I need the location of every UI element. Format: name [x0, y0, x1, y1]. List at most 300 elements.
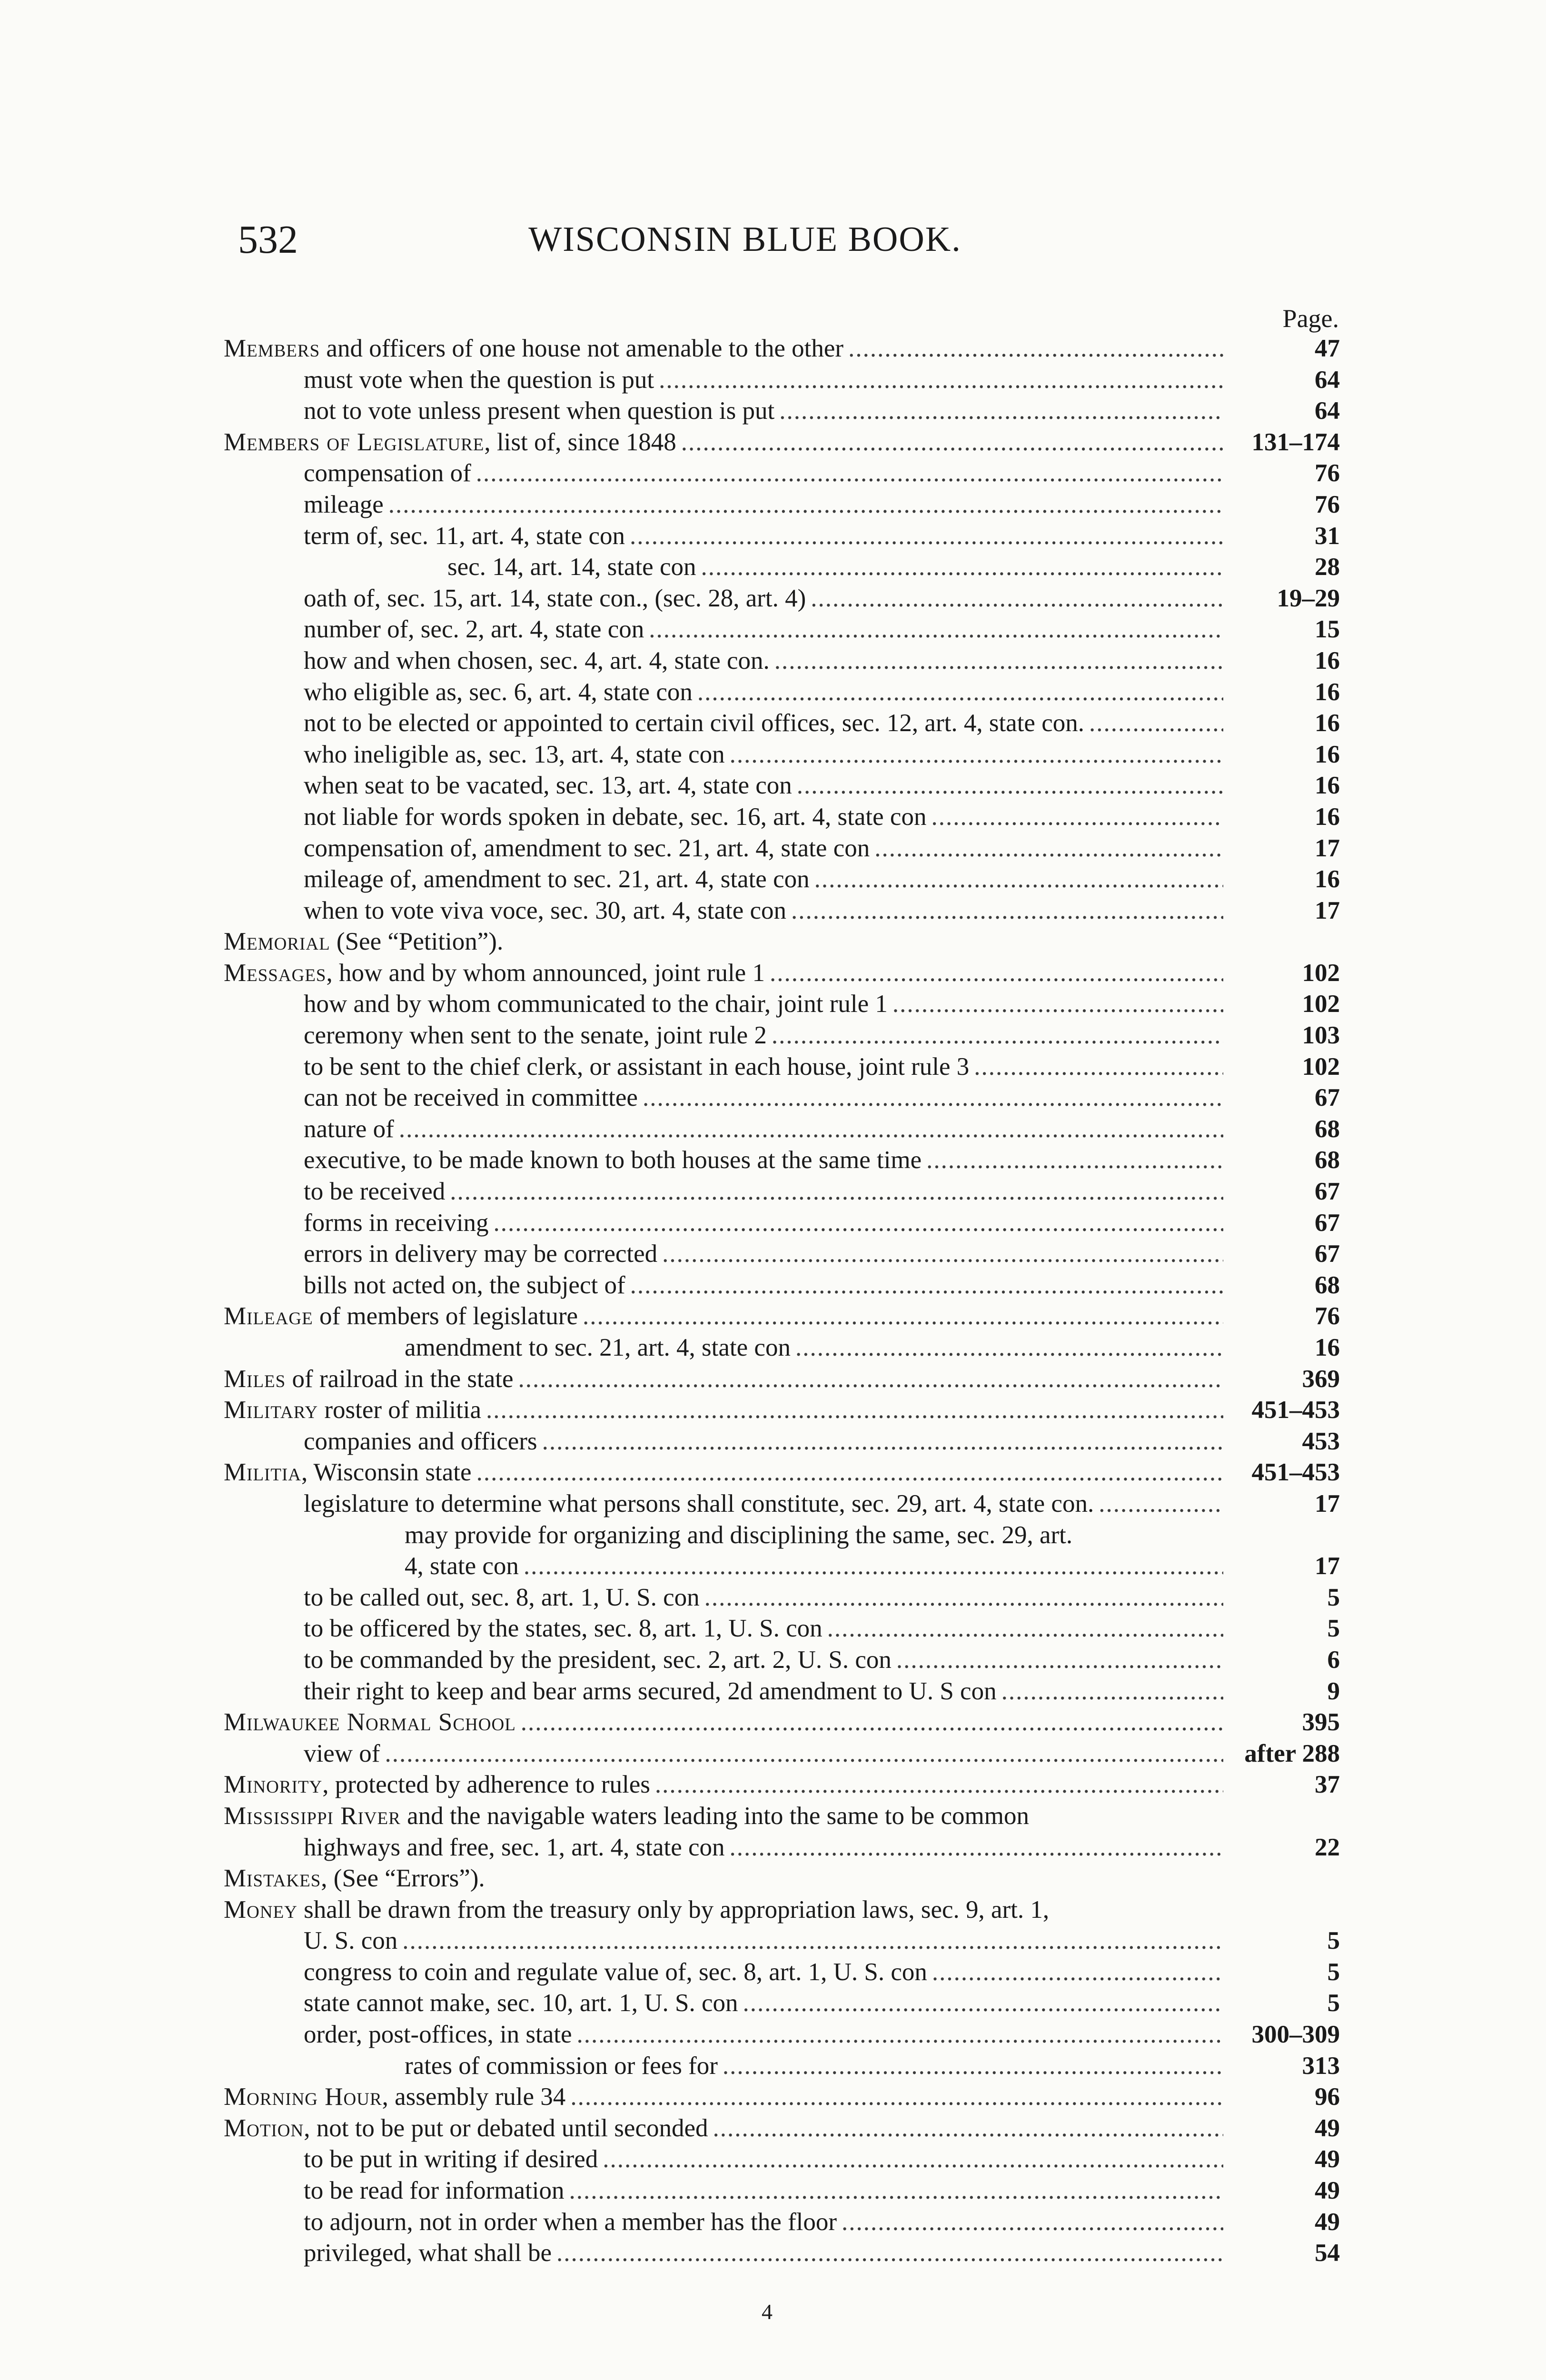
- index-entry: [224, 552, 1340, 583]
- entry-text: [304, 1239, 657, 1270]
- dot-leader: [570, 2082, 1223, 2113]
- entry-page-ref: 16: [1315, 678, 1340, 706]
- index-entry: [224, 1051, 1340, 1083]
- entry-page-ref: after 288: [1244, 1739, 1340, 1767]
- index-entry: [224, 958, 1340, 989]
- entry-heading: Minority: [224, 1771, 323, 1799]
- index-entry: [224, 677, 1340, 708]
- entry-text: [224, 427, 676, 458]
- index-entry: [224, 1801, 1340, 1832]
- entry-text: [304, 2175, 564, 2207]
- index-entry: [224, 458, 1340, 489]
- entry-text: [304, 770, 792, 802]
- dot-leader: [723, 2051, 1223, 2082]
- index-entry: [224, 1395, 1340, 1426]
- dot-leader: [630, 521, 1223, 552]
- index-entry: [224, 1426, 1340, 1458]
- entry-page-ref: 451–453: [1251, 1458, 1340, 1487]
- entry-description: can not be received in committee: [304, 1084, 638, 1112]
- entry-heading: Morning Hour: [224, 2083, 382, 2111]
- entry-description: companies and officers: [304, 1427, 537, 1455]
- entry-description: order, post-offices, in state: [304, 2021, 572, 2049]
- entry-text: [304, 1051, 969, 1083]
- entry-text: [304, 489, 384, 521]
- dot-leader: [811, 583, 1223, 615]
- entry-text: [304, 1488, 1094, 1520]
- entry-description: when seat to be vacated, sec. 13, art. 4, state con: [304, 772, 792, 800]
- dot-leader: [848, 333, 1223, 365]
- entry-page-ref: 17: [1315, 834, 1340, 862]
- entry-description: shall be drawn from the treasury only by appropriation laws, sec. 9, art. 1,: [297, 1895, 1050, 1924]
- entry-text: [304, 1082, 638, 1114]
- entry-description: to be put in writing if desired: [304, 2145, 598, 2173]
- index-entry: [224, 1208, 1340, 1239]
- entry-page-ref: 67: [1315, 1240, 1340, 1268]
- entry-page-ref: 49: [1315, 2145, 1340, 2173]
- index-entry: [224, 1925, 1340, 1957]
- entry-text: [304, 989, 888, 1020]
- entry-page-ref: 5: [1327, 1927, 1340, 1955]
- index-entry: [224, 1364, 1340, 1395]
- entry-text: [304, 614, 644, 645]
- index-entry: [224, 1176, 1340, 1208]
- entry-text: [224, 1863, 485, 1894]
- entry-page-ref: 453: [1302, 1427, 1340, 1455]
- index-entry: [224, 926, 1340, 958]
- entry-text: [304, 895, 786, 927]
- dot-leader: [524, 1551, 1223, 1582]
- entry-text: [304, 802, 926, 833]
- dot-leader: [643, 1082, 1223, 1114]
- dot-leader: [388, 489, 1223, 521]
- index-entry: [224, 2082, 1340, 2113]
- entry-page-ref: 16: [1315, 646, 1340, 674]
- entry-heading: Memorial: [224, 928, 330, 956]
- dot-leader: [569, 2175, 1223, 2207]
- index-entry: [224, 1957, 1340, 1988]
- entry-text: [304, 864, 810, 895]
- entry-page-ref: 64: [1315, 397, 1340, 425]
- entry-text: [224, 958, 765, 989]
- entry-text: [304, 1426, 537, 1458]
- entry-description: errors in delivery may be corrected: [304, 1240, 658, 1268]
- index-entry: [224, 2019, 1340, 2051]
- entry-page-ref: 395: [1302, 1708, 1340, 1736]
- entry-text: [304, 396, 774, 427]
- entry-page-ref: 17: [1315, 1489, 1340, 1517]
- entry-text: [304, 1832, 725, 1864]
- index-entry: [224, 396, 1340, 427]
- index-entry: [224, 739, 1340, 771]
- entry-text: [304, 2144, 598, 2175]
- entry-page-ref: 54: [1315, 2239, 1340, 2267]
- entry-page-ref: 16: [1315, 772, 1340, 800]
- entry-text: [224, 1364, 514, 1395]
- entry-text: [304, 1613, 823, 1645]
- entry-description: rates of commission or fees for: [405, 2052, 718, 2080]
- entry-description: how and by whom communicated to the chair, joint rule 1: [304, 990, 888, 1018]
- dot-leader: [932, 1957, 1223, 1988]
- entry-text: [304, 2019, 572, 2051]
- index-entry: [224, 1551, 1340, 1582]
- entry-description: to be called out, sec. 8, art. 1, U. S. con: [304, 1583, 700, 1611]
- dot-leader: [556, 2238, 1223, 2269]
- index-entry: [224, 989, 1340, 1020]
- index-entry: [224, 427, 1340, 458]
- entry-text: [224, 2082, 565, 2113]
- entry-description: to be read for information: [304, 2177, 565, 2205]
- entry-text: [304, 708, 1084, 739]
- entry-text: [405, 1332, 791, 1364]
- entry-page-ref: 96: [1315, 2083, 1340, 2111]
- entry-description: privileged, what shall be: [304, 2239, 552, 2267]
- dot-leader: [701, 552, 1223, 583]
- entry-page-ref: 6: [1327, 1646, 1340, 1674]
- entry-page-ref: 16: [1315, 1334, 1340, 1361]
- entry-description: , protected by adherence to rules: [322, 1771, 650, 1799]
- entry-description: sec. 14, art. 14, state con: [447, 553, 696, 581]
- entry-text: [224, 1395, 481, 1426]
- entry-page-ref: 37: [1315, 1771, 1340, 1799]
- entry-heading: Militia: [224, 1458, 302, 1487]
- entry-description: mileage: [304, 490, 384, 518]
- entry-description: congress to coin and regulate value of, sec. 8, art. 1, U. S. con: [304, 1958, 927, 1986]
- dot-leader: [630, 1270, 1223, 1301]
- entry-text: [224, 1707, 516, 1738]
- dot-leader: [649, 614, 1223, 645]
- entry-text: [304, 1114, 394, 1145]
- entry-description: who eligible as, sec. 6, art. 4, state con: [304, 678, 693, 706]
- entry-page-ref: 5: [1327, 1615, 1340, 1643]
- index-entry: [224, 1488, 1340, 1520]
- entry-text: [304, 1176, 445, 1208]
- dot-leader: [542, 1426, 1223, 1458]
- entry-page-ref: 19–29: [1277, 584, 1340, 612]
- entry-page-ref: 102: [1302, 1052, 1340, 1081]
- page-number: 532: [238, 218, 298, 262]
- dot-leader: [1001, 1676, 1223, 1707]
- entry-page-ref: 67: [1315, 1178, 1340, 1206]
- entry-description: must vote when the question is put: [304, 366, 654, 394]
- entry-page-ref: 5: [1327, 1958, 1340, 1986]
- entry-description: , Wisconsin state: [301, 1458, 472, 1487]
- page-column-label: Page.: [1282, 304, 1339, 333]
- dot-leader: [486, 1395, 1223, 1426]
- entry-page-ref: 49: [1315, 2114, 1340, 2142]
- index-entry: [224, 895, 1340, 927]
- entry-page-ref: 16: [1315, 740, 1340, 768]
- entry-text: [304, 2207, 837, 2238]
- entry-page-ref: 15: [1315, 615, 1340, 644]
- entry-page-ref: 102: [1302, 990, 1340, 1018]
- entry-text: [304, 645, 770, 677]
- entry-page-ref: 49: [1315, 2208, 1340, 2236]
- entry-page-ref: 31: [1315, 522, 1340, 550]
- entry-page-ref: 47: [1315, 335, 1340, 362]
- entry-description: bills not acted on, the subject of: [304, 1271, 625, 1299]
- index-entry: [224, 1114, 1340, 1145]
- entry-description: how and when chosen, sec. 4, art. 4, state con.: [304, 646, 770, 674]
- dot-leader: [659, 365, 1223, 396]
- entry-heading: Mileage: [224, 1302, 313, 1330]
- entry-page-ref: 131–174: [1251, 428, 1340, 456]
- dot-leader: [681, 427, 1223, 458]
- entry-text: [304, 1676, 997, 1707]
- index-entry: [224, 1145, 1340, 1176]
- entry-description: to be commanded by the president, sec. 2, art. 2, U. S. con: [304, 1646, 892, 1674]
- entry-page-ref: 76: [1315, 1302, 1340, 1330]
- entry-description: view of: [304, 1739, 380, 1767]
- index-entry: [224, 489, 1340, 521]
- running-title: WISCONSIN BLUE BOOK.: [528, 220, 961, 259]
- dot-leader: [926, 1145, 1223, 1176]
- entry-description: state cannot make, sec. 10, art. 1, U. S. con: [304, 1989, 738, 2017]
- entry-description: U. S. con: [304, 1927, 398, 1955]
- entry-page-ref: 64: [1315, 366, 1340, 394]
- entry-text: [304, 365, 654, 396]
- dot-leader: [697, 677, 1223, 708]
- entry-description: when to vote viva voce, sec. 30, art. 4, state con: [304, 896, 787, 924]
- index-entry: [224, 1738, 1340, 1770]
- entry-text: [304, 2238, 552, 2269]
- entry-text: [304, 1270, 625, 1301]
- entry-description: forms in receiving: [304, 1209, 489, 1237]
- entry-page-ref: 49: [1315, 2177, 1340, 2205]
- index-entry: [224, 1520, 1340, 1551]
- entry-text: [304, 1020, 767, 1051]
- entry-page-ref: 5: [1327, 1989, 1340, 2017]
- entry-text: [304, 1957, 927, 1988]
- entry-description: and the navigable waters leading into the same to be common: [400, 1802, 1029, 1830]
- index-entry: [224, 645, 1340, 677]
- entry-page-ref: 5: [1327, 1583, 1340, 1611]
- entry-page-ref: 451–453: [1251, 1396, 1340, 1424]
- dot-leader: [892, 989, 1223, 1020]
- index-entry: [224, 1082, 1340, 1114]
- entry-page-ref: 313: [1302, 2052, 1340, 2080]
- entry-description: compensation of: [304, 459, 471, 487]
- index-entry: [224, 1769, 1340, 1801]
- entry-text: [304, 1645, 892, 1676]
- dot-leader: [770, 958, 1223, 989]
- entry-description: number of, sec. 2, art. 4, state con: [304, 615, 644, 644]
- entry-text: [304, 1582, 700, 1614]
- entry-text: [304, 1988, 738, 2019]
- dot-leader: [1099, 1488, 1223, 1520]
- entry-page-ref: 22: [1315, 1833, 1340, 1861]
- entry-text: [224, 926, 503, 958]
- index-entry: [224, 1863, 1340, 1894]
- index-entry: [224, 583, 1340, 615]
- dot-leader: [730, 1832, 1224, 1864]
- entry-description: not to be elected or appointed to certain civil offices, sec. 12, art. 4, state con.: [304, 709, 1084, 737]
- entry-description: and officers of one house not amenable to the other: [320, 335, 844, 362]
- dot-leader: [518, 1364, 1223, 1395]
- entry-heading: Money: [224, 1895, 297, 1924]
- entry-description: amendment to sec. 21, art. 4, state con: [405, 1334, 791, 1361]
- entry-text: [224, 1801, 1029, 1832]
- dot-leader: [931, 802, 1223, 833]
- entry-heading: Motion: [224, 2114, 304, 2142]
- entry-page-ref: 17: [1315, 896, 1340, 924]
- index-entry: [224, 1832, 1340, 1864]
- entry-description: not to vote unless present when question is put: [304, 397, 775, 425]
- footer-mark: 4: [762, 2300, 773, 2324]
- entry-description: compensation of, amendment to sec. 21, art. 4, state con: [304, 834, 870, 862]
- entry-page-ref: 103: [1302, 1021, 1340, 1050]
- entry-description: ceremony when sent to the senate, joint rule 2: [304, 1021, 767, 1050]
- entry-text: [304, 677, 693, 708]
- entry-text: [304, 739, 725, 771]
- entry-description: of railroad in the state: [286, 1365, 514, 1393]
- index-entry: [224, 1270, 1340, 1301]
- dot-leader: [402, 1925, 1223, 1957]
- entry-text: [304, 1738, 380, 1770]
- entry-page-ref: 68: [1315, 1146, 1340, 1174]
- entry-text: [304, 583, 806, 615]
- entry-description: executive, to be made known to both houses at the same time: [304, 1146, 922, 1174]
- entry-description: may provide for organizing and disciplining the same, sec. 29, art.: [405, 1521, 1073, 1549]
- index-entry: [224, 1020, 1340, 1051]
- index-entry: [224, 1239, 1340, 1270]
- entry-description: highways and free, sec. 1, art. 4, state con: [304, 1833, 725, 1861]
- dot-leader: [896, 1645, 1223, 1676]
- dot-leader: [772, 1020, 1223, 1051]
- entry-text: [405, 2051, 718, 2082]
- entry-page-ref: 102: [1302, 959, 1340, 987]
- entry-page-ref: 16: [1315, 803, 1340, 831]
- entry-description: 4, state con: [405, 1552, 519, 1580]
- entry-description: to be sent to the chief clerk, or assistant in each house, joint rule 3: [304, 1052, 970, 1081]
- index-entry: [224, 333, 1340, 365]
- dot-leader: [577, 2019, 1223, 2051]
- page-header: [238, 217, 1252, 274]
- dot-leader: [583, 1301, 1223, 1332]
- entry-text: [224, 1769, 650, 1801]
- entry-page-ref: 68: [1315, 1115, 1340, 1143]
- dot-leader: [603, 2144, 1223, 2175]
- dot-leader: [974, 1051, 1223, 1083]
- entry-page-ref: 300–309: [1251, 2021, 1340, 2049]
- entry-page-ref: 17: [1315, 1552, 1340, 1580]
- entry-text: [405, 1551, 519, 1582]
- entry-description: to adjourn, not in order when a member has the floor: [304, 2208, 837, 2236]
- entry-text: [447, 552, 696, 583]
- index-entry: [224, 864, 1340, 895]
- entry-heading: Members: [224, 335, 320, 362]
- dot-leader: [874, 833, 1223, 864]
- index-entry: [224, 1332, 1340, 1364]
- entry-text: [224, 1894, 1049, 1926]
- index-list: [224, 333, 1340, 2269]
- entry-description: not liable for words spoken in debate, sec. 16, art. 4, state con: [304, 803, 927, 831]
- index-entry: [224, 2207, 1340, 2238]
- index-entry: [224, 2051, 1340, 2082]
- dot-leader: [713, 2113, 1224, 2144]
- entry-text: [304, 1925, 397, 1957]
- entry-description: , not to be put or debated until seconded: [304, 2114, 708, 2142]
- entry-page-ref: 76: [1315, 459, 1340, 487]
- index-entry: [224, 770, 1340, 802]
- entry-page-ref: 9: [1327, 1677, 1340, 1705]
- dot-leader: [743, 1988, 1223, 2019]
- entry-text: [405, 1520, 1072, 1551]
- dot-leader: [385, 1738, 1223, 1770]
- index-entry: [224, 1457, 1340, 1488]
- entry-page-ref: 16: [1315, 865, 1340, 893]
- index-entry: [224, 365, 1340, 396]
- index-entry: [224, 2144, 1340, 2175]
- entry-description: mileage of, amendment to sec. 21, art. 4, state con: [304, 865, 810, 893]
- entry-page-ref: 76: [1315, 490, 1340, 518]
- dot-leader: [450, 1176, 1223, 1208]
- entry-heading: Messages: [224, 959, 327, 987]
- entry-page-ref: 16: [1315, 709, 1340, 737]
- entry-page-ref: 67: [1315, 1209, 1340, 1237]
- index-entry: [224, 2238, 1340, 2269]
- index-entry: [224, 1676, 1340, 1707]
- dot-leader: [730, 739, 1223, 771]
- entry-page-ref: 369: [1302, 1365, 1340, 1393]
- index-entry: [224, 833, 1340, 864]
- entry-page-ref: 28: [1315, 553, 1340, 581]
- entry-text: [304, 458, 471, 489]
- dot-leader: [791, 895, 1223, 927]
- entry-description: to be officered by the states, sec. 8, art. 1, U. S. con: [304, 1615, 823, 1643]
- entry-description: (See “Petition”).: [330, 928, 504, 956]
- entry-page-ref: 67: [1315, 1084, 1340, 1112]
- dot-leader: [476, 458, 1223, 489]
- entry-description: term of, sec. 11, art. 4, state con: [304, 522, 625, 550]
- dot-leader: [795, 1332, 1223, 1364]
- dot-leader: [827, 1613, 1223, 1645]
- entry-text: [224, 1301, 578, 1332]
- dot-leader: [655, 1769, 1223, 1801]
- entry-description: , (See “Errors”).: [321, 1864, 485, 1893]
- entry-heading: Mistakes: [224, 1864, 321, 1893]
- index-entry: [224, 614, 1340, 645]
- entry-description: nature of: [304, 1115, 394, 1143]
- index-entry: [224, 1613, 1340, 1645]
- dot-leader: [842, 2207, 1223, 2238]
- dot-leader: [779, 396, 1223, 427]
- index-entry: [224, 1707, 1340, 1738]
- entry-heading: Members of Legislature: [224, 428, 485, 456]
- entry-heading: Military: [224, 1396, 318, 1424]
- dot-leader: [774, 645, 1223, 677]
- index-entry: [224, 2113, 1340, 2144]
- dot-leader: [1089, 708, 1223, 739]
- index-entry: [224, 1582, 1340, 1614]
- index-entry: [224, 1988, 1340, 2019]
- entry-heading: Milwaukee Normal School: [224, 1708, 516, 1736]
- entry-description: , assembly rule 34: [382, 2083, 566, 2111]
- entry-description: their right to keep and bear arms secured, 2d amendment to U. S con: [304, 1677, 997, 1705]
- entry-description: who ineligible as, sec. 13, art. 4, state con: [304, 740, 725, 768]
- entry-description: roster of militia: [318, 1396, 482, 1424]
- index-entry: [224, 1301, 1340, 1332]
- dot-leader: [399, 1114, 1223, 1145]
- index-entry: [224, 708, 1340, 739]
- dot-leader: [814, 864, 1223, 895]
- dot-leader: [494, 1208, 1223, 1239]
- entry-text: [224, 333, 843, 365]
- dot-leader: [476, 1457, 1223, 1488]
- dot-leader: [662, 1239, 1223, 1270]
- entry-text: [304, 521, 625, 552]
- entry-description: , how and by whom announced, joint rule 1: [326, 959, 765, 987]
- entry-description: legislature to determine what persons shall constitute, sec. 29, art. 4, state con.: [304, 1489, 1094, 1517]
